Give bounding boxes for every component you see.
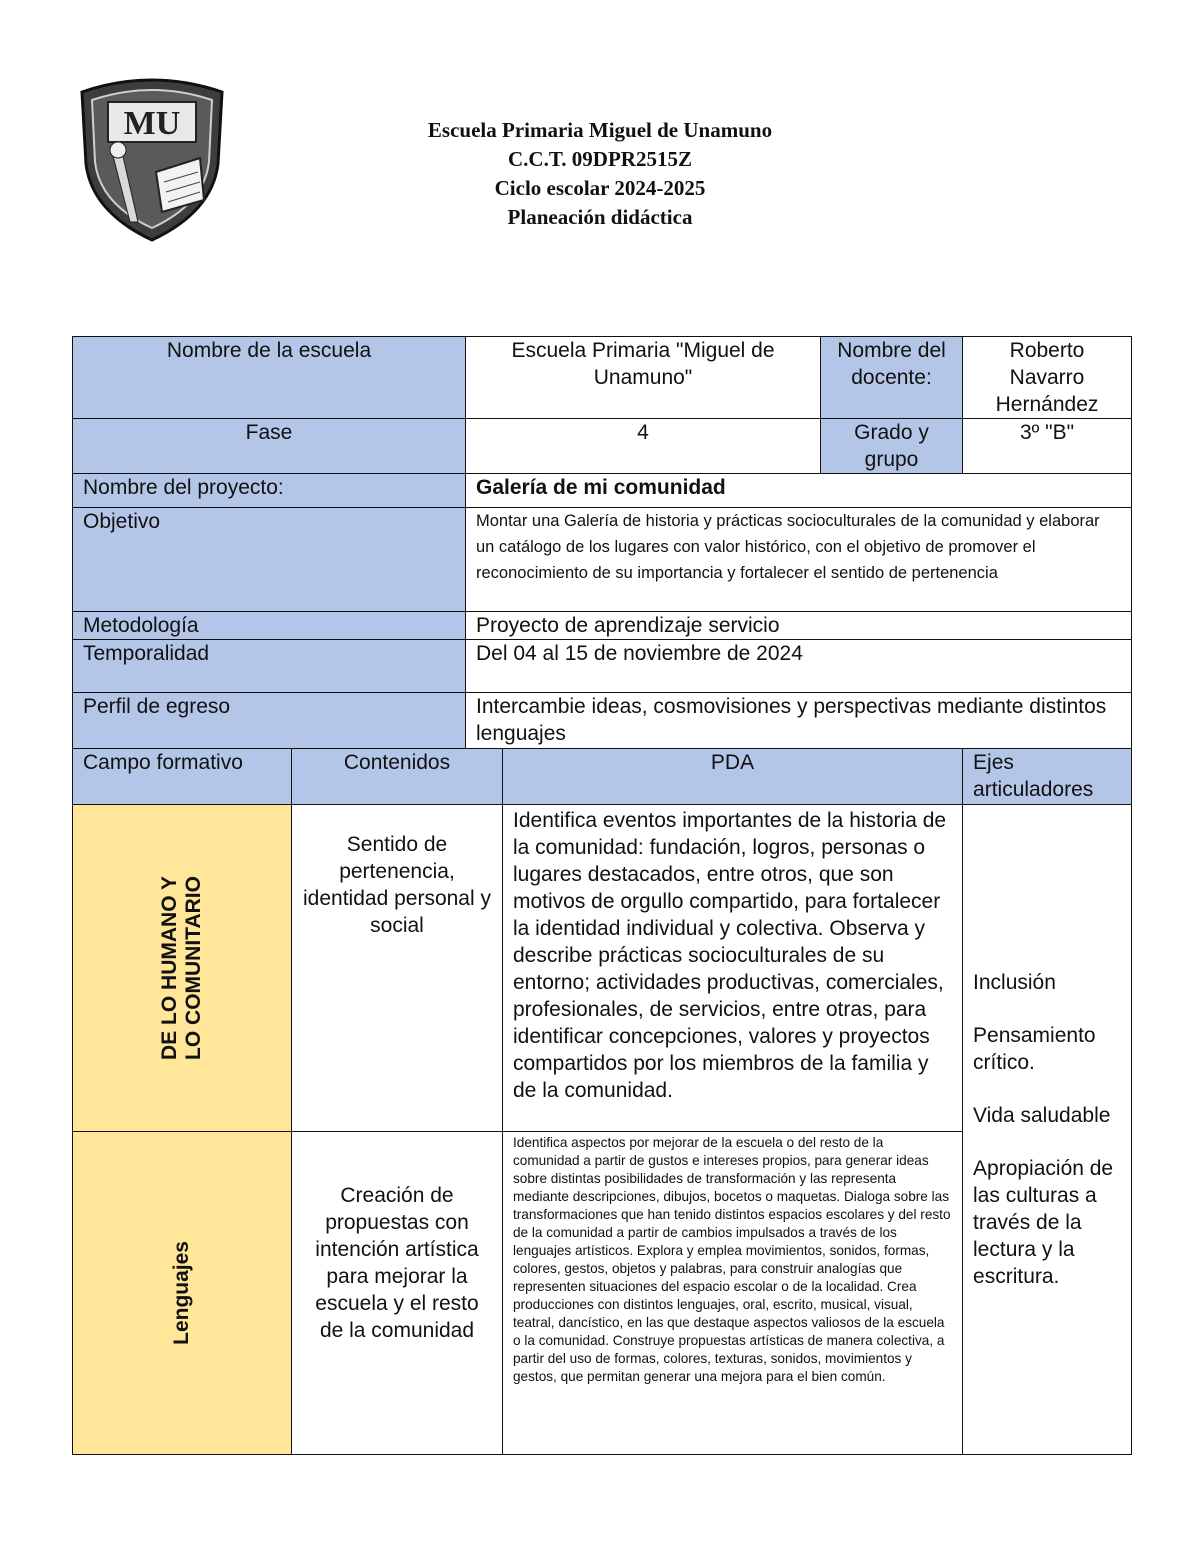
project-value: Galería de mi comunidad (466, 474, 1132, 508)
contenido-humano: Sentido de pertenencia, identidad personal y social (292, 805, 503, 1132)
contenido-lenguajes: Creación de propuestas con intención artística para mejorar la escuela y el resto de la comunidad (292, 1132, 503, 1455)
school-label: Nombre de la escuela (73, 337, 466, 419)
eje-item: Inclusión (973, 971, 1056, 994)
grade-value: 3º "B" (963, 419, 1132, 474)
campo-humano-label: DE LO HUMANO Y LO COMUNITARIO (158, 876, 205, 1060)
profile-label: Perfil de egreso (73, 693, 466, 749)
cct-code: C.C.T. 09DPR2515Z (508, 147, 692, 171)
school-cycle: Ciclo escolar 2024-2025 (494, 176, 706, 200)
campo-lenguajes-label: Lenguajes (170, 1241, 193, 1345)
method-label: Metodología (73, 612, 466, 640)
phase-label: Fase (73, 419, 466, 474)
grade-label: Grado y grupo (821, 419, 963, 474)
objective-value: Montar una Galería de historia y prácticas socioculturales de la comunidad y elaborar un catálogo de los lugares con valor histórico, con el objetivo de promover el reconocimiento de su importancia y fortalecer el sentido de pertenencia (466, 508, 1132, 612)
campo-lenguajes-cell (73, 1132, 292, 1455)
col-ejes-header: Ejes articuladores (963, 749, 1132, 805)
profile-value: Intercambie ideas, cosmovisiones y perspectivas mediante distintos lenguajes (466, 693, 1132, 749)
objective-label: Objetivo (73, 508, 466, 612)
pda-lenguajes: Identifica aspectos por mejorar de la escuela o del resto de la comunidad a partir de gustos e intereses propios, para generar ideas sobre distintas posibilidades de transformación y las representa mediante descripciones, dibujos, bocetos o maquetas. Dialoga sobre las transformaciones que han tenido distintos espacios escolares y del resto de la comunidad a partir de cambios impulsados a través de los lenguajes artísticos. Explora y emplea movimientos, sonidos, formas, colores, gestos, objetos y palabras, para construir analogías que representen situaciones del espacio escolar o de la localidad. Crea producciones con distintos lenguajes, oral, escrito, musical, visual, teatral, dancístico, en las que destaque aspectos valiosos de la escuela o la comunidad. Construye propuestas artísticas de manera colectiva, a partir del uso de formas, colores, texturas, sonidos, movimientos y gestos, que permitan generar una mejora para el bien común. (503, 1132, 963, 1455)
col-pda-header: PDA (503, 749, 963, 805)
col-contenidos-header: Contenidos (292, 749, 503, 805)
pda-humano: Identifica eventos importantes de la historia de la comunidad: fundación, logros, personas o lugares destacados, entre otros, que son motivos de orgullo compartido, para fortalecer la identidad individual y colectiva. Observa y describe prácticas socioculturales de su entorno; actividades productivas, comerciales, profesionales, de servicios, entre otras, para identificar concepciones, valores y proyectos compartidos por los miembros de la familia y de la comunidad. (503, 805, 963, 1132)
method-row (73, 612, 1132, 640)
school-logo (72, 72, 232, 244)
time-row (73, 640, 1132, 693)
profile-row (73, 693, 1132, 749)
ejes-cell (963, 805, 1132, 1455)
teacher-label: Nombre del docente: (821, 337, 963, 419)
columns-header-row (73, 749, 1132, 805)
content-row (73, 805, 1132, 1132)
project-row (73, 474, 1132, 508)
eje-item: Vida saludable (973, 1104, 1111, 1127)
phase-value: 4 (466, 419, 821, 474)
campo-humano-cell (73, 805, 292, 1132)
document-title: Planeación didáctica (507, 205, 693, 229)
method-value: Proyecto de aprendizaje servicio (466, 612, 1132, 640)
project-label: Nombre del proyecto: (73, 474, 466, 508)
col-campo-header: Campo formativo (73, 749, 292, 805)
phase-row (73, 419, 1132, 474)
time-label: Temporalidad (73, 640, 466, 693)
school-value: Escuela Primaria "Miguel de Unamuno" (466, 337, 821, 419)
school-name-heading: Escuela Primaria Miguel de Unamuno (427, 118, 773, 142)
objective-row (73, 508, 1132, 612)
document-header (300, 116, 900, 232)
eje-item: Pensamiento crítico. (973, 1024, 1096, 1074)
teacher-value: Roberto Navarro Hernández (963, 337, 1132, 419)
school-row (73, 337, 1132, 419)
planning-table (72, 336, 1132, 1455)
svg-text:MU: MU (123, 105, 181, 142)
time-value: Del 04 al 15 de noviembre de 2024 (466, 640, 1132, 693)
eje-item: Apropiación de las culturas a través de la lectura y la escritura. (973, 1157, 1114, 1288)
